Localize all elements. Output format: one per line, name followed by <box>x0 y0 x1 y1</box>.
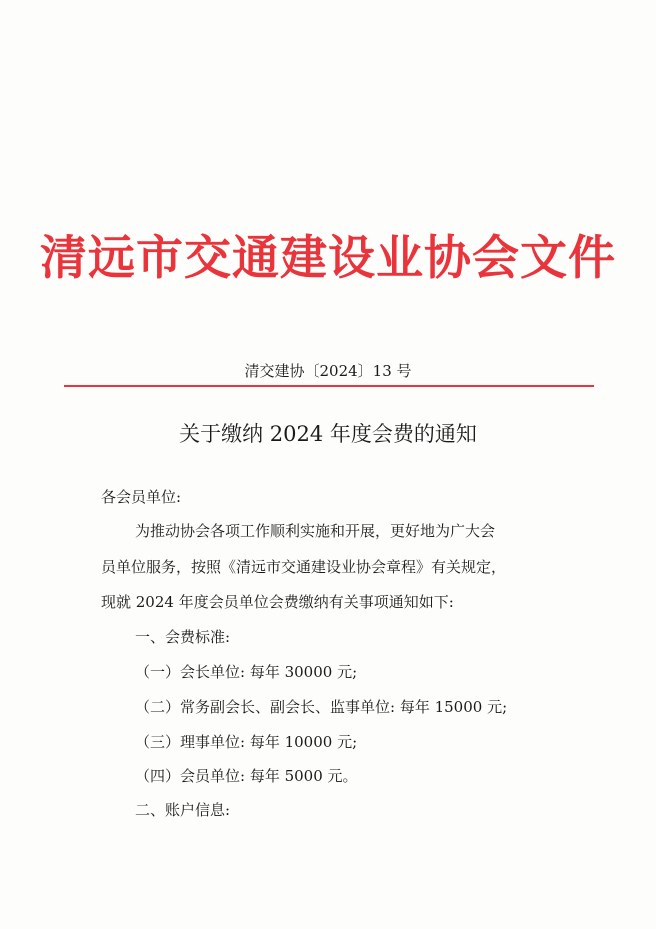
org-document-title: 清远市交通建设业协会文件 <box>40 231 616 286</box>
section-heading-fee-standard: 一、会费标准: <box>135 628 231 646</box>
intro-paragraph-line-1: 为推动协会各项工作顺利实施和开展，更好地为广大会 <box>135 522 496 540</box>
section-heading-account-info: 二、账户信息: <box>135 801 231 819</box>
fee-item-member: （四）会员单位: 每年 5000 元。 <box>135 767 358 785</box>
addressee: 各会员单位: <box>101 488 182 506</box>
intro-paragraph-line-2: 员单位服务，按照《清远市交通建设业协会章程》有关规定， <box>101 558 507 576</box>
document-number: 清交建协〔2024〕13 号 <box>244 362 412 380</box>
fee-item-president: （一）会长单位: 每年 30000 元; <box>135 663 358 681</box>
fee-item-director: （三）理事单位: 每年 10000 元; <box>135 733 358 751</box>
intro-paragraph-line-3: 现就 2024 年度会员单位会费缴纳有关事项通知如下: <box>101 593 454 611</box>
fee-item-vice-president: （二）常务副会长、副会长、监事单位: 每年 15000 元; <box>135 698 508 716</box>
notice-title: 关于缴纳 2024 年度会费的通知 <box>179 422 477 446</box>
red-divider-line <box>64 385 594 387</box>
